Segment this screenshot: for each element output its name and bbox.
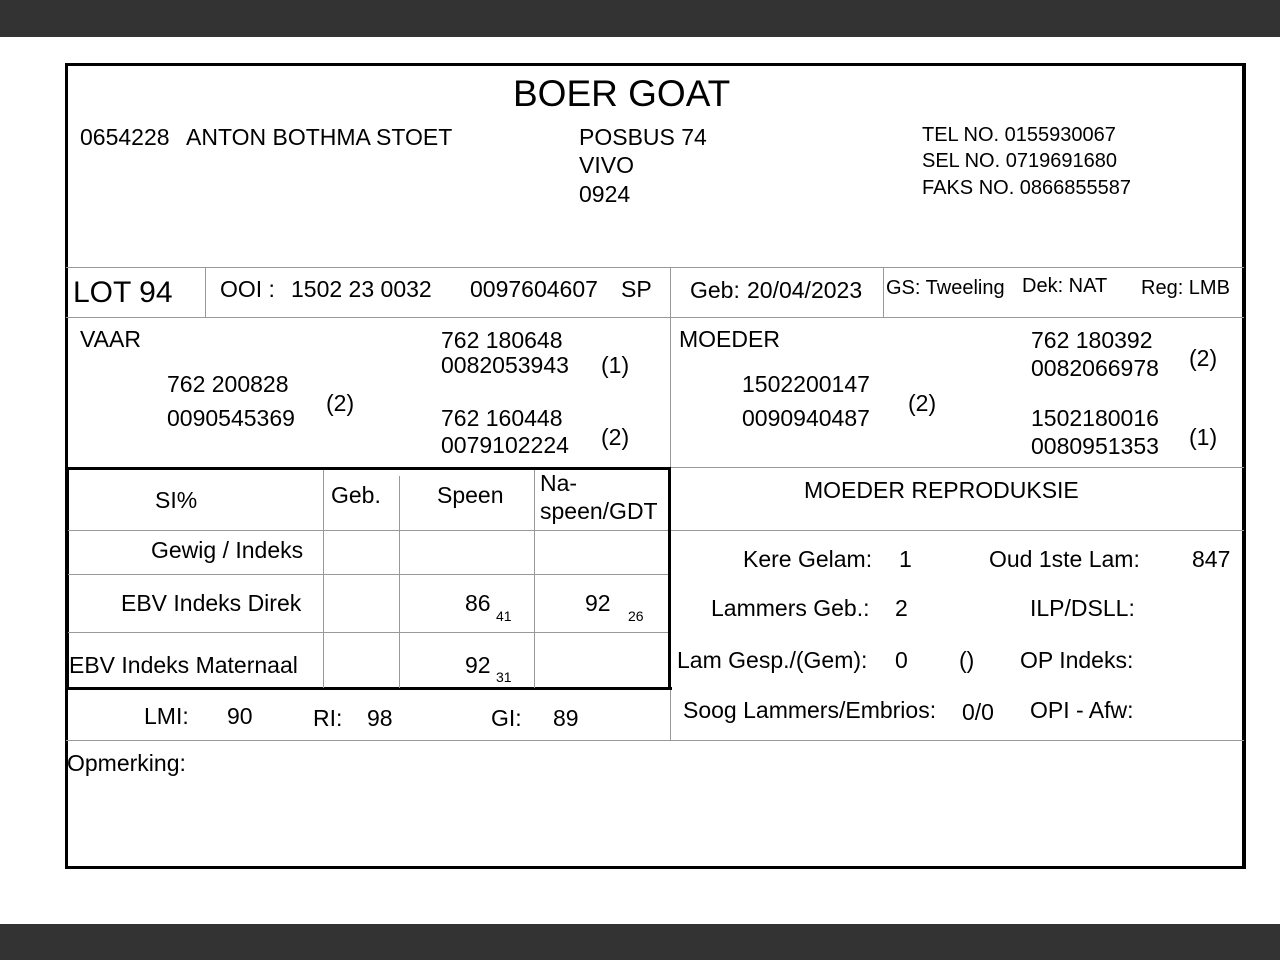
gem-value: ()	[959, 647, 975, 673]
oud-value: 847	[1192, 546, 1231, 572]
border-top	[65, 63, 1246, 66]
dek-value: Dek: NAT	[1022, 275, 1108, 297]
moeder-dam-reg: 1502180016	[1031, 405, 1159, 431]
ilp-label: ILP/DSLL:	[1030, 595, 1135, 621]
lammers-value: 2	[895, 595, 908, 621]
vaar-dam-id: 0079102224	[441, 432, 569, 458]
divider-lot-3	[883, 267, 884, 317]
direk-speen-sub: 41	[496, 608, 512, 624]
ooi-label: OOI :	[220, 276, 275, 302]
naspeen-header-2: speen/GDT	[540, 498, 658, 524]
moeder-id: 0090940487	[742, 405, 870, 431]
kere-value: 1	[899, 546, 912, 572]
si-table-bottom	[66, 687, 672, 690]
si-row-2	[68, 574, 668, 575]
divider-lot-1	[205, 267, 206, 317]
border-left	[65, 63, 68, 869]
bottom-bar	[0, 924, 1280, 960]
moeder-dam-grade: (1)	[1189, 424, 1218, 450]
moeder-label: MOEDER	[679, 326, 780, 352]
si-table-right	[668, 467, 671, 690]
sel-number: SEL NO. 0719691680	[922, 150, 1117, 172]
breeder-code: 0654228	[80, 124, 170, 150]
divider-reproduksie-title	[670, 530, 1244, 531]
ri-label: RI:	[313, 705, 343, 731]
ooi-id: 0097604607	[470, 276, 598, 302]
vaar-reg: 762 200828	[167, 371, 289, 397]
soog-label: Soog Lammers/Embrios:	[683, 697, 937, 723]
page-title: BOER GOAT	[513, 73, 731, 114]
moeder-reg: 1502200147	[742, 371, 870, 397]
direk-naspeen-sub: 26	[628, 608, 644, 624]
divider-header	[66, 267, 1244, 268]
moeder-sire-grade: (2)	[1189, 345, 1218, 371]
vaar-sire-grade: (1)	[601, 352, 630, 378]
vaar-sire-reg: 762 180648	[441, 327, 563, 353]
moeder-dam-id: 0080951353	[1031, 433, 1159, 459]
faks-number: FAKS NO. 0866855587	[922, 177, 1132, 199]
divider-lot	[66, 317, 1244, 318]
border-right	[1242, 63, 1246, 869]
vaar-sire-id: 0082053943	[441, 352, 569, 378]
gi-value: 89	[553, 705, 579, 731]
lammers-label: Lammers Geb.:	[711, 595, 870, 621]
si-row-3	[68, 632, 668, 633]
moeder-grade: (2)	[908, 390, 937, 416]
si-col-1	[323, 470, 324, 688]
si-header: SI%	[155, 487, 198, 513]
gewig-label: Gewig / Indeks	[151, 537, 304, 563]
geb-label: Geb:	[690, 277, 740, 303]
si-col-2	[399, 476, 400, 688]
maternaal-speen: 92	[465, 652, 491, 678]
vaar-grade: (2)	[326, 390, 355, 416]
gesp-value: 0	[895, 647, 908, 673]
direk-label: EBV Indeks Direk	[121, 590, 302, 616]
reg-value: Reg: LMB	[1141, 277, 1230, 299]
op-label: OP Indeks:	[1020, 647, 1134, 673]
ooi-sp: SP	[621, 276, 652, 302]
vaar-id: 0090545369	[167, 405, 295, 431]
address-line-2: VIVO	[579, 152, 634, 178]
lmi-label: LMI:	[144, 703, 189, 729]
border-bottom	[65, 866, 1246, 869]
vaar-label: VAAR	[80, 326, 141, 352]
opmerking-label: Opmerking:	[67, 750, 186, 776]
reproduksie-title: MOEDER REPRODUKSIE	[804, 477, 1079, 503]
address-line-1: POSBUS 74	[579, 124, 707, 150]
top-bar	[0, 0, 1280, 37]
vaar-dam-reg: 762 160448	[441, 405, 563, 431]
si-row-1	[68, 530, 668, 531]
divider-opmerking	[66, 740, 1244, 741]
moeder-sire-id: 0082066978	[1031, 355, 1159, 381]
oud-label: Oud 1ste Lam:	[989, 546, 1140, 572]
address-line-3: 0924	[579, 181, 631, 207]
si-table-top	[66, 467, 670, 470]
vaar-dam-grade: (2)	[601, 424, 630, 450]
moeder-sire-reg: 762 180392	[1031, 327, 1153, 353]
gesp-label: Lam Gesp./(Gem):	[677, 647, 868, 673]
si-col-3	[534, 470, 535, 688]
soog-value: 0/0	[962, 699, 994, 725]
geb-header: Geb.	[331, 482, 381, 508]
direk-speen: 86	[465, 590, 491, 616]
maternaal-label: EBV Indeks Maternaal	[69, 652, 298, 678]
kere-label: Kere Gelam:	[743, 546, 873, 572]
lot-number: LOT 94	[73, 276, 173, 309]
direk-naspeen: 92	[585, 590, 611, 616]
ooi-number: 1502 23 0032	[291, 276, 432, 302]
gi-label: GI:	[491, 705, 522, 731]
divider-moeder	[670, 467, 1244, 468]
maternaal-speen-sub: 31	[496, 669, 512, 685]
gs-value: GS: Tweeling	[886, 277, 1005, 299]
lmi-value: 90	[227, 703, 253, 729]
naspeen-header-1: Na-	[540, 470, 578, 496]
speen-header: Speen	[437, 482, 504, 508]
tel-number: TEL NO. 0155930067	[922, 124, 1116, 146]
opi-label: OPI - Afw:	[1030, 697, 1134, 723]
ri-value: 98	[367, 705, 393, 731]
geb-date: 20/04/2023	[747, 277, 863, 303]
breeder-name: ANTON BOTHMA STOET	[186, 124, 453, 150]
